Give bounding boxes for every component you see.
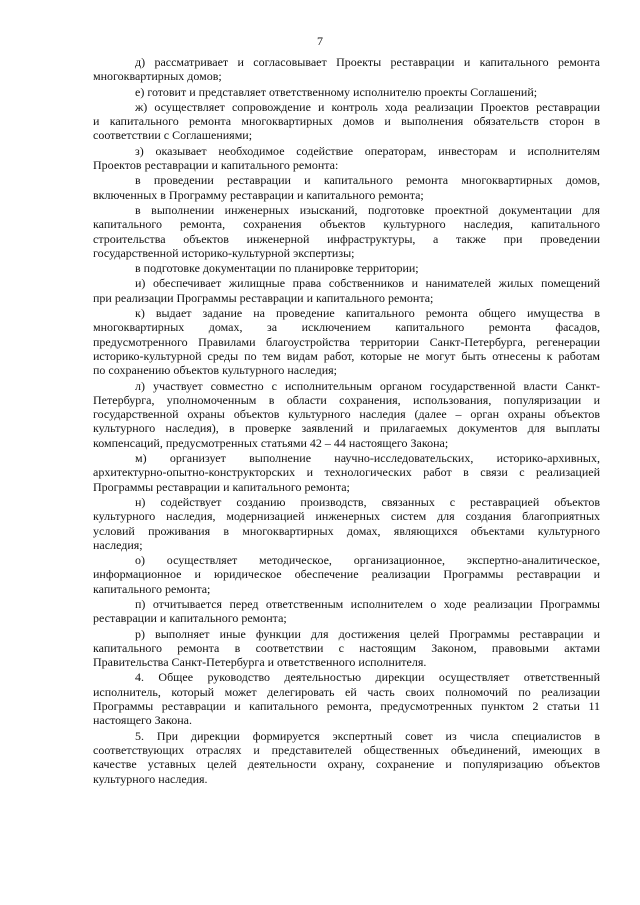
- text-line: архитектурно-опытно-конструкторских и технологических работ в связи с реализацией: [93, 465, 600, 480]
- text-line: н) содействует созданию производств, связанных с реставрацией объектов: [135, 494, 600, 509]
- paragraph-k: [93, 306, 600, 377]
- text-line: исполнитель, который может делегировать ей часть своих полномочий по реализации: [93, 684, 600, 699]
- text-line: о) осуществляет методическое, организационное, экспертно-аналитическое,: [135, 553, 600, 568]
- paragraph-section-4: [93, 670, 600, 727]
- text-line: и капитального ремонта многоквартирных домов и выполнения обязательств сторон в: [93, 114, 600, 129]
- paragraph-n: [93, 495, 600, 552]
- text-line: Правительства Санкт-Петербурга и ответственного исполнителя.: [93, 655, 427, 670]
- paragraph-o: [93, 553, 600, 596]
- text-line: в выполнении инженерных изысканий, подготовке проектной документации для: [135, 202, 600, 217]
- text-line: соответствующих отраслях и представителей общественных объединений, имеющих в: [93, 742, 600, 757]
- text-line: качестве уставных целей деятельности охрану, сохранение и популяризацию объектов: [93, 757, 600, 772]
- page-number: 7: [317, 34, 323, 48]
- text-line: многоквартирных домов;: [93, 69, 222, 84]
- text-line: капитального ремонта, сохранения объектов культурного наследия, капитального: [93, 217, 600, 232]
- paragraph-z-c: [93, 261, 600, 275]
- text-line: к) выдает задание на проведение капитального ремонта общего имущества в: [135, 306, 600, 321]
- text-line: и) обеспечивает жилищные права собственников и нанимателей жилых помещений: [135, 276, 600, 291]
- text-line: Программы реставрации и капитального ремонта, предусмотренных пунктом 2 статьи 11: [93, 699, 600, 714]
- text-line: капитального ремонта;: [93, 581, 211, 596]
- text-line: культурного наследия), в проверке заявлений и прилагаемых документов для выплаты: [93, 421, 600, 436]
- paragraph-p: [93, 597, 600, 626]
- text-line: соответствии с Соглашениями;: [93, 128, 253, 143]
- text-line: историко-культурной среды по тем видам работ, которые не могут быть отнесены к работам: [93, 348, 600, 363]
- text-line: Проектов реставрации и капитального ремонта:: [93, 158, 339, 173]
- paragraph-i: [93, 276, 600, 305]
- text-line: культурного наследия.: [93, 771, 208, 786]
- paragraph-m: [93, 451, 600, 494]
- text-line: в подготовке документации по планировке территории;: [135, 261, 419, 276]
- text-line: наследия;: [93, 537, 143, 552]
- text-line: при реализации Программы реставрации и капитального ремонта;: [93, 290, 434, 305]
- text-line: капитального ремонта в соответствии с настоящим Законом, правовыми актами: [93, 640, 600, 655]
- text-line: компенсаций, предусмотренных статьями 42 – 44 настоящего Закона;: [93, 435, 449, 450]
- paragraph-d: [93, 55, 600, 84]
- text-line: государственной охраны объектов культурного наследия (далее – орган охраны объектов: [93, 407, 600, 422]
- text-line: р) выполняет иные функции для достижения целей Программы реставрации и: [135, 626, 600, 641]
- text-line: культурного наследия, модернизацией инженерных систем для создания благоприятных: [93, 509, 600, 524]
- text-line: д) рассматривает и согласовывает Проекты реставрации и капитального ремонта: [135, 55, 600, 69]
- text-line: 4. Общее руководство деятельностью дирекции осуществляет ответственный: [135, 670, 600, 685]
- text-line: е) готовит и представляет ответственному исполнителю проекты Соглашений;: [135, 84, 538, 99]
- text-line: настоящего Закона.: [93, 713, 192, 728]
- text-line: строительства объектов инженерной инфраструктуры, а также при проведении: [93, 231, 600, 246]
- text-line: включенных в Программу реставрации и капитального ремонта;: [93, 187, 424, 202]
- text-line: ж) осуществляет сопровождение и контроль хода реализации Проектов реставрации: [135, 99, 600, 114]
- paragraph-r: [93, 627, 600, 670]
- text-line: реставрации и капитального ремонта;: [93, 611, 287, 626]
- text-line: Программы реставрации и капитального ремонта;: [93, 479, 350, 494]
- text-line: 5. При дирекции формируется экспертный совет из числа специалистов в: [135, 728, 600, 743]
- text-line: по сохранению объектов культурного наследия;: [93, 363, 337, 378]
- paragraph-z-a: [93, 173, 600, 202]
- paragraph-z: [93, 144, 600, 173]
- paragraph-e: [93, 85, 600, 99]
- document-body: [93, 55, 600, 786]
- text-line: многоквартирных домах, за исключением капитального ремонта фасадов,: [93, 320, 600, 335]
- text-line: условий проживания в многоквартирных домах, являющихся объектами культурного: [93, 523, 600, 538]
- text-line: л) участвует совместно с исполнительным органом государственной власти Санкт-: [135, 378, 600, 393]
- text-line: в проведении реставрации и капитального ремонта многоквартирных домов,: [135, 173, 600, 188]
- paragraph-l: [93, 379, 600, 450]
- paragraph-section-5: [93, 729, 600, 786]
- text-line: з) оказывает необходимое содействие операторам, инвесторам и исполнителям: [135, 143, 600, 158]
- paragraph-zh: [93, 100, 600, 143]
- text-line: п) отчитывается перед ответственным исполнителем о ходе реализации Программы: [135, 596, 600, 611]
- text-line: предусмотренного Правилами благоустройства территории Санкт-Петербурга, регенерации: [93, 334, 600, 349]
- text-line: Петербурга, уполномоченным в области сохранения, использования, популяризации и: [93, 392, 600, 407]
- text-line: м) организует выполнение научно-исследовательских, историко-архивных,: [135, 451, 600, 466]
- paragraph-z-b: [93, 203, 600, 260]
- text-line: государственной историко-культурной экспертизы;: [93, 245, 355, 260]
- text-line: информационное и юридическое обеспечение реализации Программы реставрации и: [93, 567, 600, 582]
